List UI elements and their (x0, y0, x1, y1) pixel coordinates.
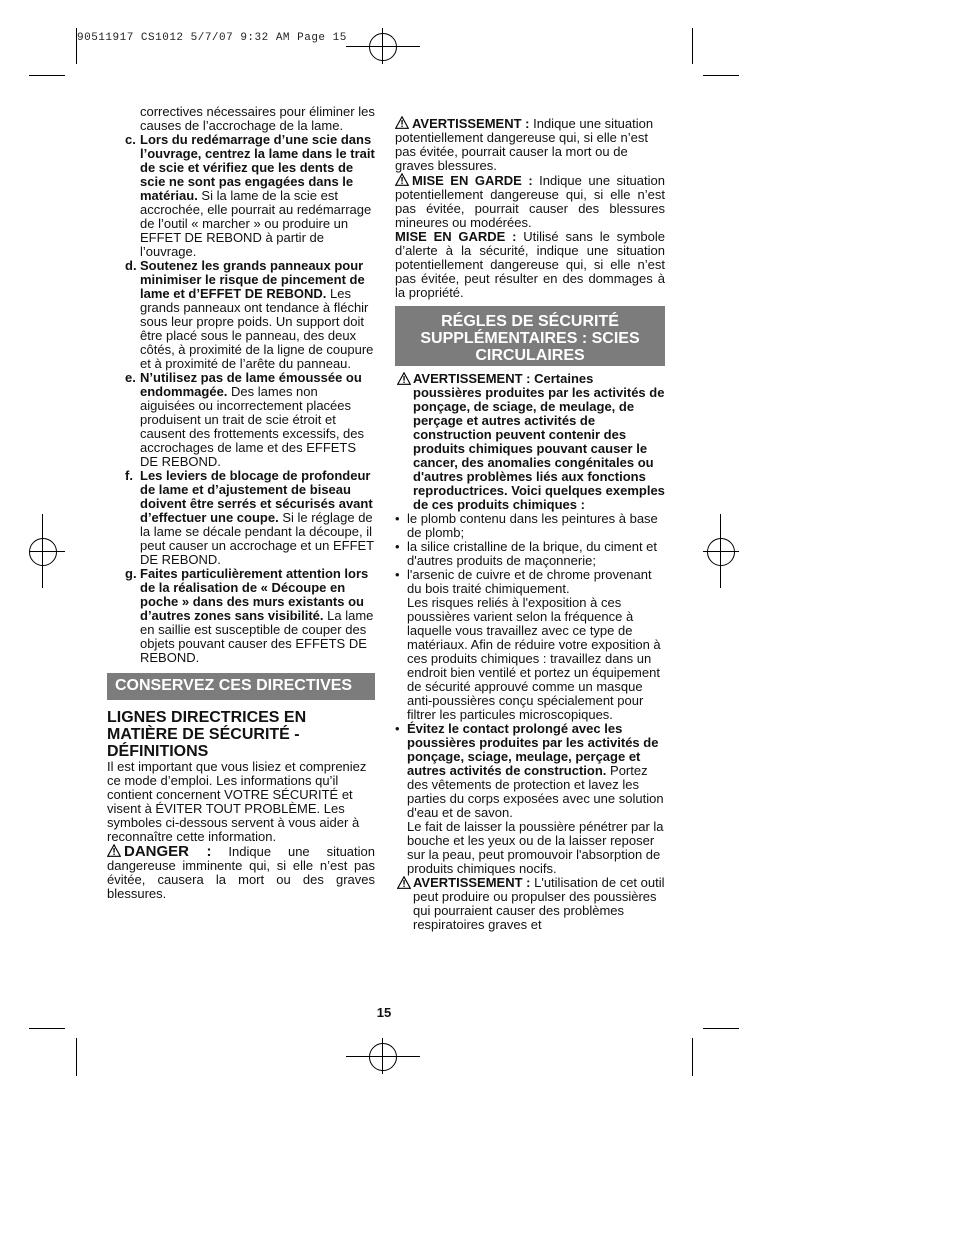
crop-mark (29, 75, 65, 76)
section-heading: LIGNES DIRECTRICES EN MATIÈRE DE SÉCURITÉ - DÉFINITIONS (107, 709, 307, 760)
dust-warning-text: AVERTISSEMENT : Certaines poussières produites par les activités de ponçage, de sciage, de meulage, de perçage et autres activités de construction peuvent contenir des produits chimiques pouvant causer le cancer, des anomalies congénitales ou d'autres problèmes liés aux fonctions reproductrices. Voici quelques exemples de ces produits chimiques : (413, 371, 665, 512)
list-item: • Évitez le contact prolongé avec les poussières produites par les activités de ponçage, sciage, meulage, perçage et autres activités de construction. Portez des vêtements de protection et lavez les parties du corps exposées avec une solution d'eau et de savon. Le fait de laisser la poussière pénétrer par la bouche et les yeux ou de la laisser reposer sur la peau, peut promouvoir l'absorption de produits chimiques nocifs. (395, 721, 664, 876)
warning-triangle-icon (107, 844, 121, 857)
list-item: d. Soutenez les grands panneaux pour minimiser le risque de pincement de lame et d’EFFET DE REBOND. Les grands panneaux ont tendance à fléchir sous leur propre poids. Un support doit être placé sous le panneau, des deux côtés, à proximité de la ligne de coupure et à proximité de l’arête du panneau. (125, 258, 374, 371)
warning-text: L'utilisation de cet outil peut produire ou propulser des poussières qui pourraient causer des problèmes respiratoires graves et (413, 875, 665, 932)
list-item-text: Les grands panneaux ont tendance à fléchir sous leur propre poids. Un support doit être placé sous le panneau, des deux côtés, à proximité de la ligne de coupure et à proximité de l’arête du panneau. (140, 286, 374, 371)
avoid-bold: Évitez le contact prolongé avec les poussières produites par les activités de ponçage, sciage, meulage, perçage et autres activités de construction. (407, 721, 659, 778)
list-item-bold: Faites particulièrement attention lors de la réalisation de « Découpe en poche » dans des murs existants ou d’autres zones sans visibilité. (140, 566, 369, 623)
warning-definition (395, 116, 665, 173)
list-item: e. N’utilisez pas de lame émoussée ou endommagée. Des lames non aiguisées ou incorrectement placées produisent un trait de scie étroit et causent des frottements excessifs, des accrochages de lame et des EFFETS DE REBOND. (125, 370, 364, 469)
caution-definition (395, 173, 665, 230)
warning-triangle-icon (395, 173, 409, 186)
list-item-bold: Lors du redémarrage d’une scie dans l’ouvrage, centrez la lame dans le trait de scie et vérifiez que les dents de scie ne sont pas engagées dans le matériau. (140, 132, 375, 203)
list-item-text: La lame en saillie est susceptible de couper des objets pouvant causer des EFFETS DE REBOND. (140, 608, 374, 665)
list-item: • la silice cristalline de la brique, du ciment et d'autres produits de maçonnerie; (395, 539, 658, 568)
avoid-text-2: Le fait de laisser la poussière pénétrer par la bouche et les yeux ou de la laisser reposer sur la peau, peut promouvoir l'absorption de produits chimiques nocifs. (407, 819, 664, 876)
list-item: f. Les leviers de blocage de profondeur de lame et d’ajustement de biseau doivent être serrés et sécurisés avant d’effectuer une coupe. Si le réglage de la lame se décale pendant la découpe, il peut causer un accrochage et un EFFET DE REBOND. (125, 468, 374, 567)
additional-rules-banner: RÉGLES DE SÉCURITÉ SUPPLÉMENTAIRES : SCIES CIRCULAIRES (395, 306, 665, 366)
save-directives-banner: CONSERVEZ CES DIRECTIVES (107, 673, 375, 700)
crop-mark (692, 28, 693, 64)
warning-triangle-icon (397, 876, 411, 889)
list-item-text: Des lames non aiguisées ou incorrectement placées produisent un trait de scie étroit et causent des frottements excessifs, des accrochages de lame et des EFFETS DE REBOND. (140, 384, 364, 469)
crop-mark (692, 1038, 693, 1076)
warning-triangle-icon (397, 372, 411, 385)
right-column (395, 116, 665, 932)
crop-mark (703, 75, 739, 76)
danger-text: Indique une situation dangereuse imminente qui, si elle n’est pas évitée, causera la mort ou des graves blessures. (107, 844, 375, 901)
list-item-bold: Soutenez les grands panneaux pour minimiser le risque de pincement de lame et d’EFFET DE REBOND. (140, 258, 365, 301)
print-slug: 90511917 CS1012 5/7/07 9:32 AM Page 15 (77, 32, 347, 44)
warning-label: AVERTISSEMENT : (413, 875, 531, 890)
left-column (107, 105, 375, 901)
list-item: g. Faites particulièrement attention lors de la réalisation de « Découpe en poche » dans des murs existants ou d’autres zones sans visibilité. La lame en saillie est susceptible de couper des objets pouvant causer des EFFETS DE REBOND. (125, 566, 374, 665)
warning-label: AVERTISSEMENT : (412, 116, 530, 131)
crop-mark (76, 28, 77, 64)
caution-label: MISE EN GARDE : (395, 229, 517, 244)
caution-no-symbol-definition (395, 230, 665, 300)
crop-mark (703, 1028, 739, 1029)
caution-text: Utilisé sans le symbole d’alerte à la sécurité, indique une situation potentiellement dangereuse qui, si elle n’est pas évitée, peut résulter en des dommages à la propriété. (395, 229, 665, 300)
crop-mark (29, 1028, 65, 1029)
list-item-text: Si la lame de la scie est accrochée, elle pourrait au redémarrage de l’outil « marcher » ou produire un EFFET DE REBOND à partir de l’ouvrage. (140, 188, 372, 259)
danger-definition (107, 844, 375, 901)
page-number: 15 (376, 1005, 392, 1020)
intro-paragraph: correctives nécessaires pour éliminer les causes de l’accrochage de la lame. (140, 104, 375, 133)
list-item: • le plomb contenu dans les peintures à base de plomb; (395, 511, 658, 540)
caution-label: MISE EN GARDE : (412, 173, 533, 188)
list-item-text: Si le réglage de la lame se décale pendant la découpe, il peut causer un accrochage et un EFFET DE REBOND. (140, 510, 374, 567)
list-item: • l'arsenic de cuivre et de chrome provenant du bois traité chimiquement. (395, 567, 652, 596)
danger-label: DANGER : (124, 843, 212, 860)
list-item-bold: N’utilisez pas de lame émoussée ou endommagée. (140, 370, 362, 399)
risk-paragraph: Les risques reliés à l'exposition à ces poussières varient selon la fréquence à laquelle vous travaillez avec ce type de matériaux. Afin de réduire votre exposition à ces produits chimiques : travaillez dans un endroit bien ventilé et portez un équipement de sécurité approuvé comme un masque anti-poussières conçu spécialement pour filtrer les particules microscopiques. (407, 595, 661, 722)
caution-text: Indique une situation potentiellement dangereuse qui, si elle n’est pas évitée, pourrait causer des blessures mineures ou modérées. (395, 173, 665, 230)
warning-text: Indique une situation potentiellement dangereuse qui, si elle n’est pas évitée, pourrait causer la mort ou de graves blessures. (395, 116, 654, 173)
avoid-text: Portez des vêtements de protection et lavez les parties du corps exposées avec une solution d'eau et de savon. (407, 763, 664, 820)
respiratory-warning (395, 876, 665, 932)
list-item: c. Lors du redémarrage d’une scie dans l’ouvrage, centrez la lame dans le trait de scie et vérifiez que les dents de scie ne sont pas engagées dans le matériau. Si la lame de la scie est accrochée, elle pourrait au redémarrage de l’outil « marcher » ou produire un EFFET DE REBOND à partir de l’ouvrage. (125, 132, 375, 259)
intro-definitions: Il est important que vous lisiez et compreniez ce mode d’emploi. Les informations qu’il contient concernent VOTRE SÉCURITÉ et visent à ÉVITER TOUT PROBLÈME. Les symboles ci-dessous servent à vous aider à reconnaître cette information. (107, 759, 367, 844)
dust-warning (395, 372, 665, 512)
warning-triangle-icon (395, 116, 409, 129)
crop-mark (76, 1038, 77, 1076)
list-item-bold: Les leviers de blocage de profondeur de lame et d’ajustement de biseau doivent être serrés et sécurisés avant d’effectuer une coupe. (140, 468, 373, 525)
